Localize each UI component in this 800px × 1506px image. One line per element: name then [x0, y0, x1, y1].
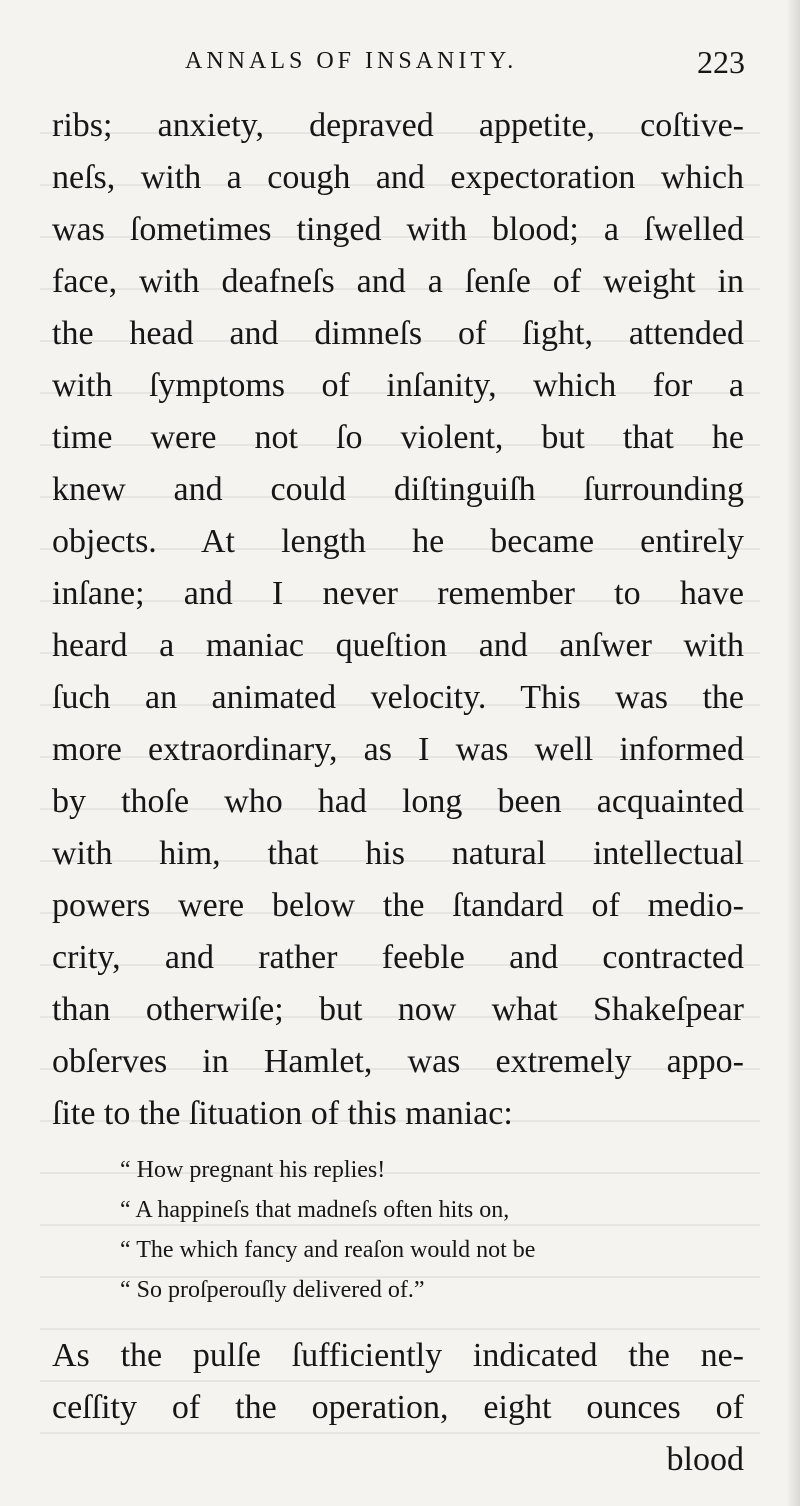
text-line: powers were below the ſtandard of medio-	[52, 887, 744, 924]
page-header	[185, 40, 745, 90]
text-line: the head and dimneſs of ſight, attended	[52, 315, 744, 352]
text-line: by thoſe who had long been acquainted	[52, 783, 744, 820]
text-line: time were not ſo violent, but that he	[52, 419, 744, 456]
body-text	[52, 100, 744, 1140]
text-line: ſuch an animated velocity. This was the	[52, 679, 744, 716]
text-line: knew and could diſtinguiſh ſurrounding	[52, 471, 744, 508]
catchword: blood	[666, 1441, 744, 1478]
text-line: with him, that his natural intellectual	[52, 835, 744, 872]
text-line: ceſſity of the operation, eight ounces of	[52, 1389, 744, 1426]
quote-line: “ The which fancy and reaſon would not be	[120, 1237, 536, 1263]
text-line: heard a maniac queſtion and anſwer with	[52, 627, 744, 664]
text-line: obſerves in Hamlet, was extremely appo-	[52, 1043, 744, 1080]
page-number: 223	[697, 44, 745, 80]
continuation-text	[52, 1330, 744, 1486]
text-line: As the pulſe ſufficiently indicated the ne-	[52, 1337, 744, 1374]
page-edge-shadow	[786, 0, 800, 1506]
text-line: than otherwiſe; but now what Shakeſpear	[52, 991, 744, 1028]
running-head: ANNALS OF INSANITY.	[185, 48, 518, 74]
text-line: crity, and rather feeble and contracted	[52, 939, 744, 976]
quote-line: “ A happineſs that madneſs often hits on,	[120, 1197, 510, 1223]
text-line: was ſometimes tinged with blood; a ſwelled	[52, 211, 744, 248]
quote-line: “ So proſperouſly delivered of.”	[120, 1277, 425, 1303]
text-line: ſite to the ſituation of this maniac:	[52, 1095, 513, 1132]
text-line: more extraordinary, as I was well informed	[52, 731, 744, 768]
text-line: with ſymptoms of inſanity, which for a	[52, 367, 744, 404]
quote-line: “ How pregnant his replies!	[120, 1157, 386, 1183]
text-line: neſs, with a cough and expectoration which	[52, 159, 744, 196]
text-line: objects. At length he became entirely	[52, 523, 744, 560]
text-line: ribs; anxiety, depraved appetite, coſtive-	[52, 107, 744, 144]
text-line: inſane; and I never remember to have	[52, 575, 744, 612]
text-line: face, with deafneſs and a ſenſe of weight in	[52, 263, 744, 300]
verse-quotation	[120, 1150, 720, 1310]
